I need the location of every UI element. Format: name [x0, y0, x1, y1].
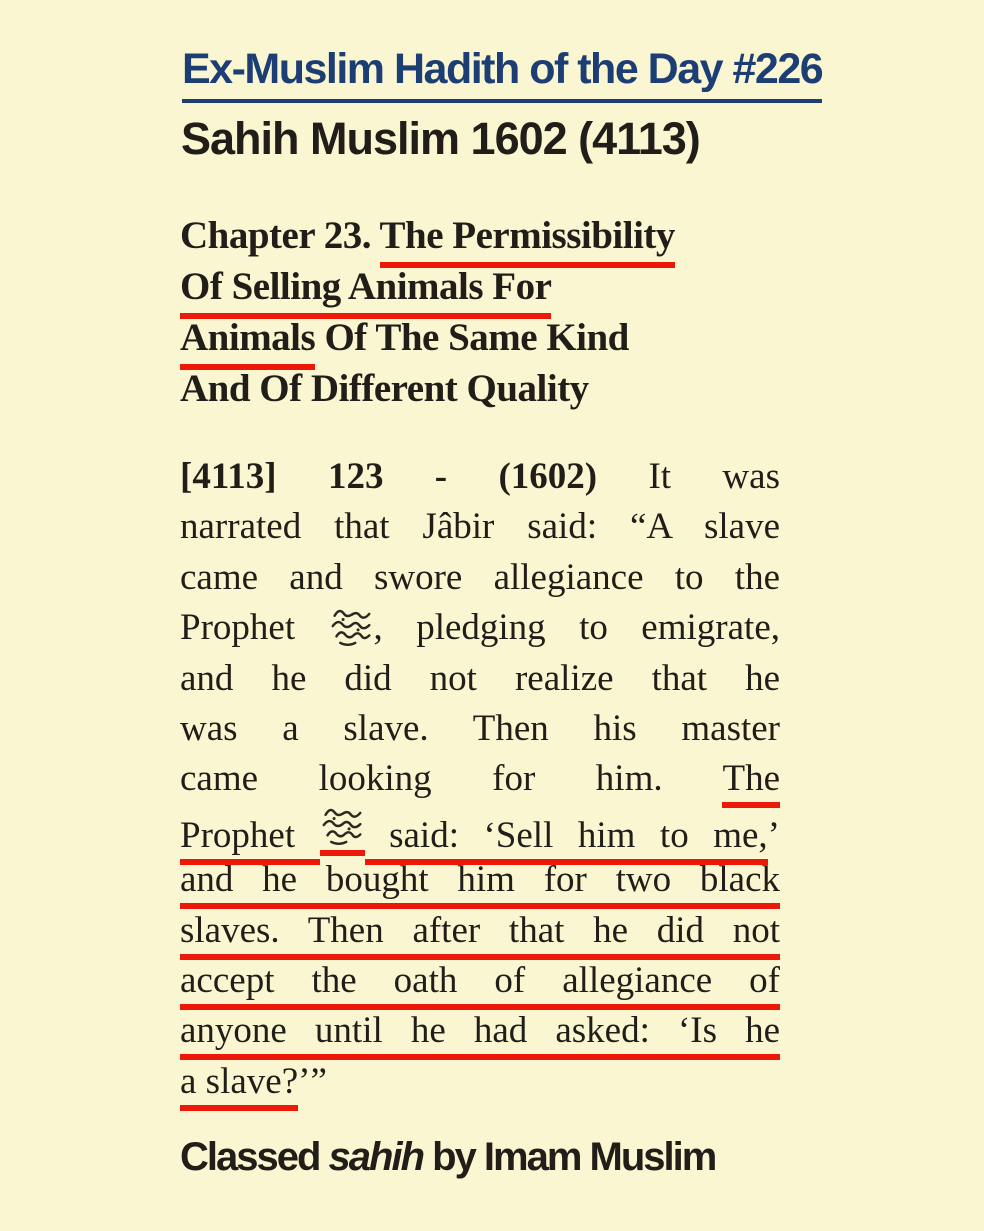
hadith-segment: ’”	[298, 1060, 327, 1102]
hadith-line	[180, 855, 780, 905]
hadith-underlined-segment: slaves. Then after that he did not	[180, 910, 780, 960]
hadith-underlined-segment: and he bought him for two black	[180, 859, 780, 909]
hadith-line	[180, 956, 780, 1006]
hadith-line	[180, 502, 780, 552]
hadith-line	[180, 805, 780, 855]
hadith-segment: Prophet	[180, 607, 329, 649]
hadith-line	[180, 1057, 780, 1107]
hadith-segment: It was	[597, 456, 780, 497]
caption-segment: Classed	[180, 1135, 329, 1179]
chapter-underlined-segment: The Permissibility	[380, 214, 675, 268]
chapter-line	[180, 312, 804, 363]
hadith-line	[180, 654, 780, 704]
hadith-underlined-segment: accept the oath of allegiance of	[180, 960, 780, 1010]
hadith-segment: came and swore allegiance to the	[180, 556, 780, 598]
hadith-underlined-segment: anyone until he had asked: ‘Is he	[180, 1010, 780, 1060]
hadith-line	[180, 704, 780, 754]
prophet-honorific-icon	[329, 606, 374, 648]
hadith-segment: [4113] 123 - (1602)	[180, 456, 598, 497]
hadith-line	[180, 452, 780, 502]
grading-caption	[180, 1132, 715, 1182]
header	[182, 44, 822, 103]
hadith-line	[180, 906, 780, 956]
chapter-line	[180, 261, 804, 312]
page-title: Ex-Muslim Hadith of the Day #226	[182, 44, 822, 103]
caption-segment: sahih	[328, 1135, 424, 1179]
chapter-underlined-segment: Animals	[180, 316, 315, 370]
hadith-body	[180, 452, 780, 1107]
hadith-segment: was a slave. Then his master	[180, 707, 780, 749]
chapter-line	[180, 210, 804, 261]
hadith-underlined-segment: Prophet	[180, 815, 320, 865]
caption-segment: by Imam Muslim	[423, 1135, 716, 1179]
hadith-segment: narrated that Jâbir said: “A slave	[180, 506, 780, 548]
chapter-line	[180, 363, 804, 414]
chapter-segment: Of The Same Kind	[315, 316, 629, 359]
hadith-underlined-segment: The	[722, 758, 780, 808]
chapter-underlined-segment: Of Selling Animals For	[180, 265, 551, 319]
hadith-segment: and he did not realize that he	[180, 657, 780, 699]
hadith-reference: Sahih Muslim 1602 (4113)	[181, 113, 700, 164]
hadith-segment: came looking for him.	[180, 758, 723, 800]
hadith-line	[180, 603, 780, 653]
hadith-line	[180, 553, 780, 603]
prophet-honorific-icon	[320, 805, 365, 856]
hadith-segment: ’	[767, 814, 780, 856]
hadith-underlined-segment: said: ‘Sell him to me,	[365, 815, 768, 865]
chapter-heading	[180, 210, 804, 414]
hadith-underlined-segment: a slave?	[180, 1061, 298, 1111]
hadith-line	[180, 1006, 780, 1056]
hadith-line	[180, 754, 780, 804]
chapter-segment: Chapter 23.	[180, 214, 380, 257]
hadith-segment: , pledging to emigrate,	[373, 607, 780, 649]
chapter-segment: And Of Different Quality	[180, 367, 589, 410]
